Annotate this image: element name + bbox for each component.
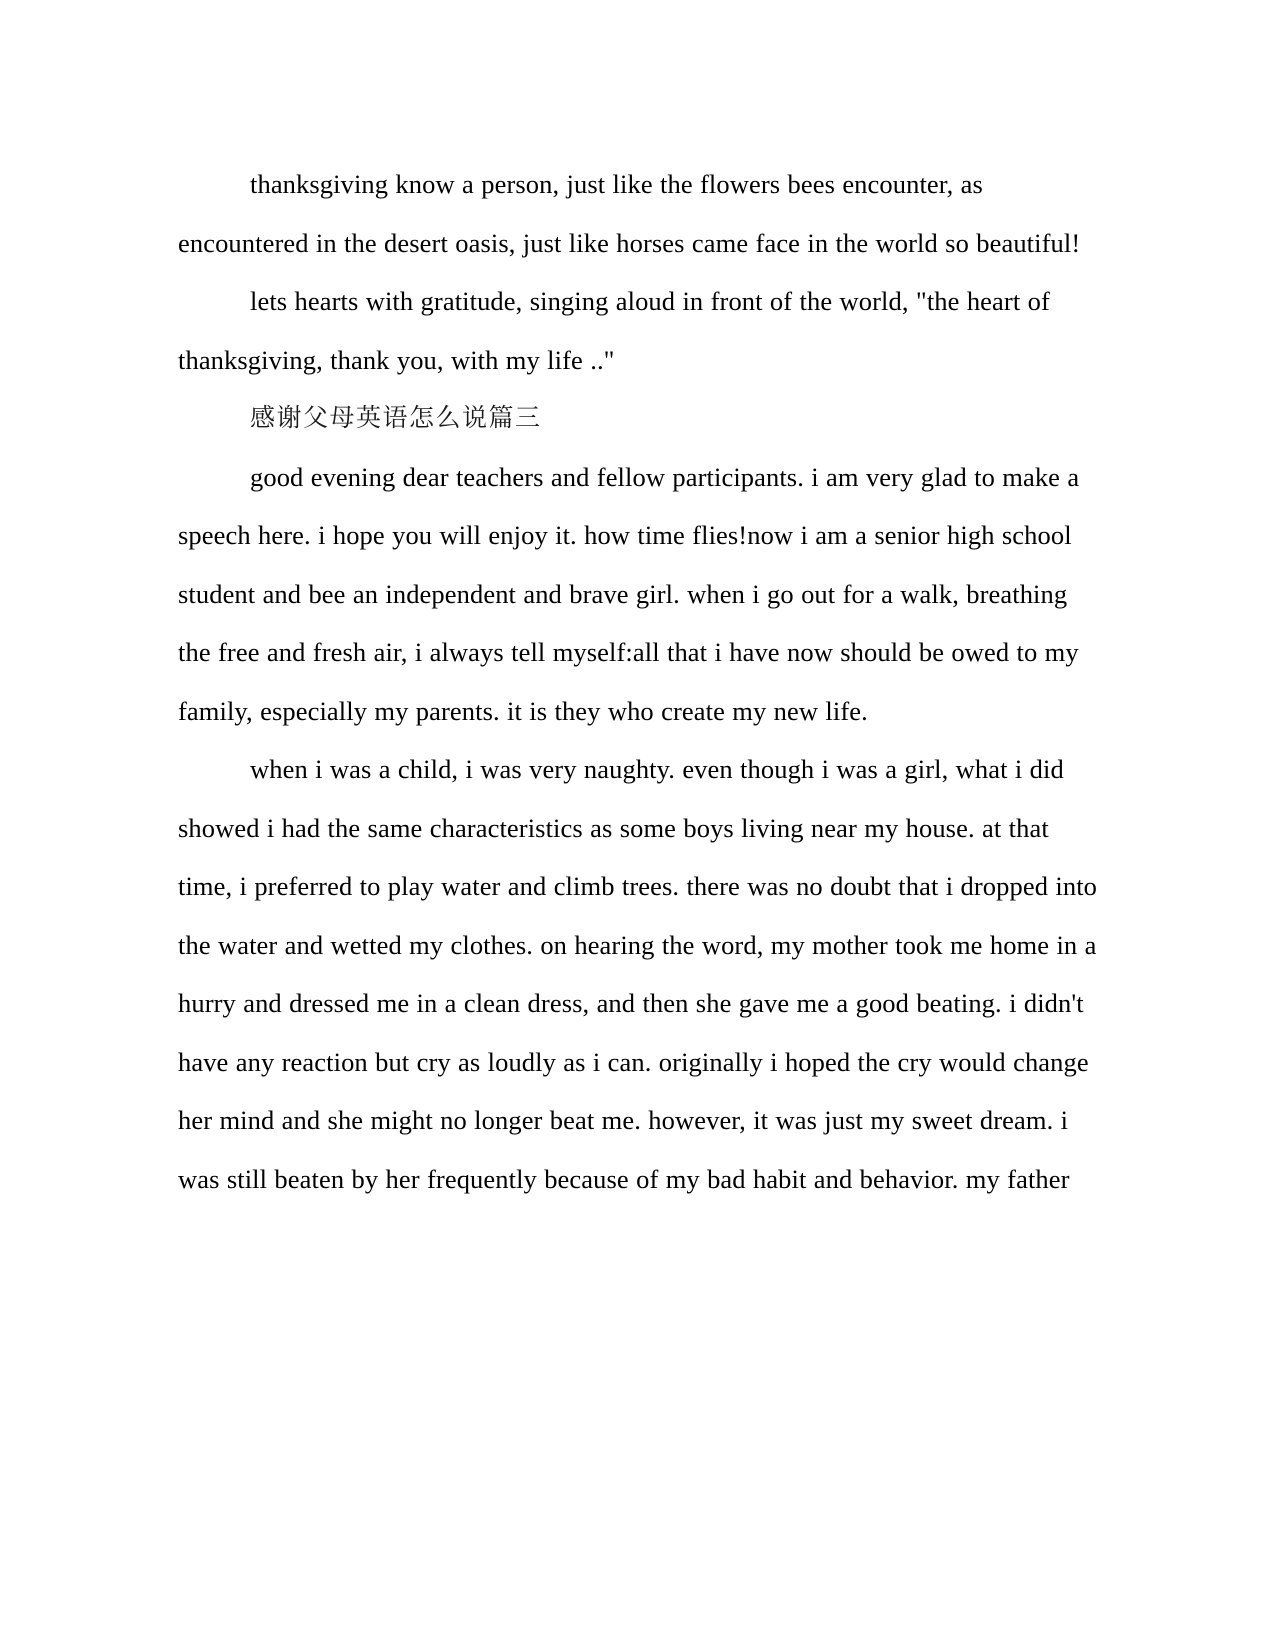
- paragraph-thanksgiving-know: thanksgiving know a person, just like the flowers bees encounter, as encountered in the desert oasis, just like horses came face in the world so beautiful!: [178, 169, 1081, 258]
- paragraph-when-i-was-a-child: when i was a child, i was very naughty. even though i was a girl, what i did showed i had the same characteristics as some boys living near my house. at that time, i preferred to play water and climb trees. there was no doubt that i dropped into the water and wetted my clothes. on hearing the word, my mother took me home in a hurry and dressed me in a clean dress, and then she gave me a good beating. i didn't have any reaction but cry as loudly as i can. originally i hoped the cry would change her mind and she might no longer beat me. however, it was just my sweet dream. i was still beaten by her frequently because of my bad habit and behavior. my father: [178, 754, 1098, 1194]
- paragraph-lets-hearts: lets hearts with gratitude, singing aloud in front of the world, "the heart of thanksgiving, thank you, with my life ..": [178, 286, 1050, 375]
- document-body: [178, 155, 1100, 1208]
- heading-chinese-section-three: 感谢父母英语怎么说篇三: [250, 403, 542, 432]
- paragraph-good-evening: good evening dear teachers and fellow participants. i am very glad to make a speech here. i hope you will enjoy it. how time flies!now i am a senior high school student and bee an independent and brave girl. when i go out for a walk, breathing the free and fresh air, i always tell myself:all that i have now should be owed to my family, especially my parents. it is they who create my new life.: [178, 461, 1080, 726]
